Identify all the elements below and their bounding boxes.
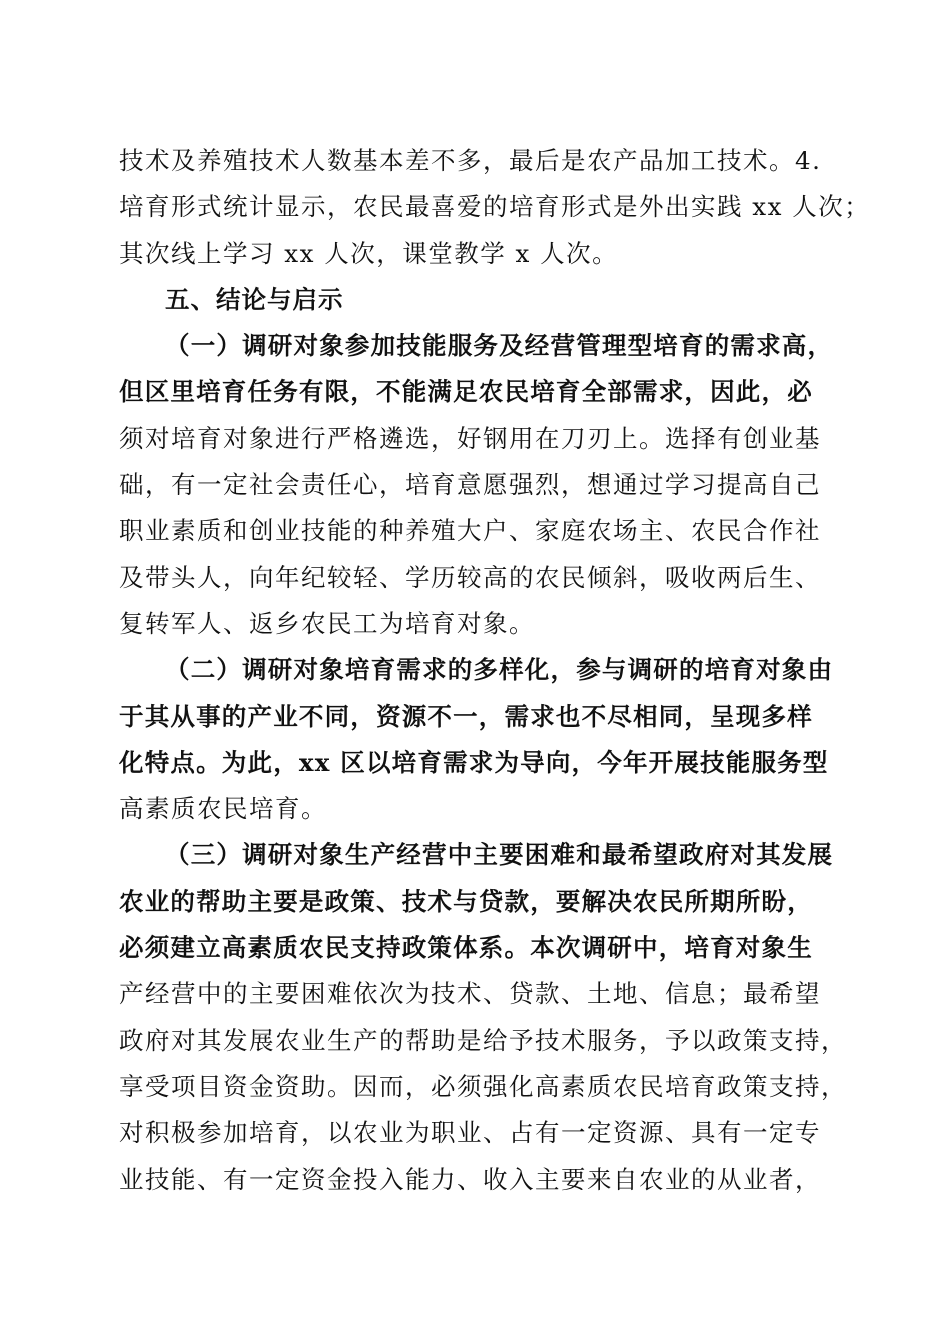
section-heading: 五、结论与启示 xyxy=(165,284,344,314)
paragraph-continued xyxy=(119,138,871,277)
text-line: 其次线上学习 xx 人次，课堂教学 x 人次。 xyxy=(119,238,619,268)
text-line: 于其从事的产业不同，资源不一，需求也不尽相同，呈现多样 xyxy=(119,701,813,731)
text-line: 必须建立高素质农民支持政策体系。本次调研中，培育对象生 xyxy=(119,933,813,963)
text-line: 享受项目资金资助。因而，必须强化高素质农民培育政策支持， xyxy=(119,1071,847,1101)
text-line: 技术及养殖技术人数基本差不多，最后是农产品加工技术。4. xyxy=(119,146,822,175)
text-line: 但区里培育任务有限，不能满足农民培育全部需求，因此，必 xyxy=(119,377,813,407)
text-line: （二）调研对象培育需求的多样化，参与调研的培育对象由 xyxy=(165,655,834,685)
text-line: 及带头人，向年纪较轻、学历较高的农民倾斜，吸收两后生、 xyxy=(119,562,821,592)
text-line: 础，有一定社会责任心，培育意愿强烈，想通过学习提高自己 xyxy=(119,470,821,500)
text-line: 须对培育对象进行严格遴选，好钢用在刀刃上。选择有创业基 xyxy=(119,423,821,453)
conclusion-point-2 xyxy=(119,647,834,832)
text-line: 业技能、有一定资金投入能力、收入主要来自农业的从业者， xyxy=(119,1164,821,1194)
text-line: 职业素质和创业技能的种养殖大户、家庭农场主、农民合作社 xyxy=(119,516,821,546)
text-line: 产经营中的主要困难依次为技术、贷款、土地、信息；最希望 xyxy=(119,979,821,1009)
text-line: 农业的帮助主要是政策、技术与贷款，要解决农民所期所盼， xyxy=(119,886,813,916)
conclusion-point-1 xyxy=(119,323,834,647)
text-line: （一）调研对象参加技能服务及经营管理型培育的需求高， xyxy=(165,331,834,361)
text-line: 高素质农民培育。 xyxy=(119,794,327,824)
text-line: （三）调研对象生产经营中主要困难和最希望政府对其发展 xyxy=(165,840,834,870)
document-body xyxy=(119,138,871,1203)
text-line: 对积极参加培育，以农业为职业、占有一定资源、具有一定专 xyxy=(119,1118,821,1148)
text-line: 复转军人、返乡农民工为培育对象。 xyxy=(119,608,535,638)
text-line: 政府对其发展农业生产的帮助是给予技术服务，予以政策支持， xyxy=(119,1025,847,1055)
text-line: 化特点。为此，xx 区以培育需求为导向，今年开展技能服务型 xyxy=(119,747,829,777)
conclusion-point-3 xyxy=(119,832,847,1202)
text-line: 培育形式统计显示，农民最喜爱的培育形式是外出实践 xx 人次； xyxy=(119,192,871,222)
